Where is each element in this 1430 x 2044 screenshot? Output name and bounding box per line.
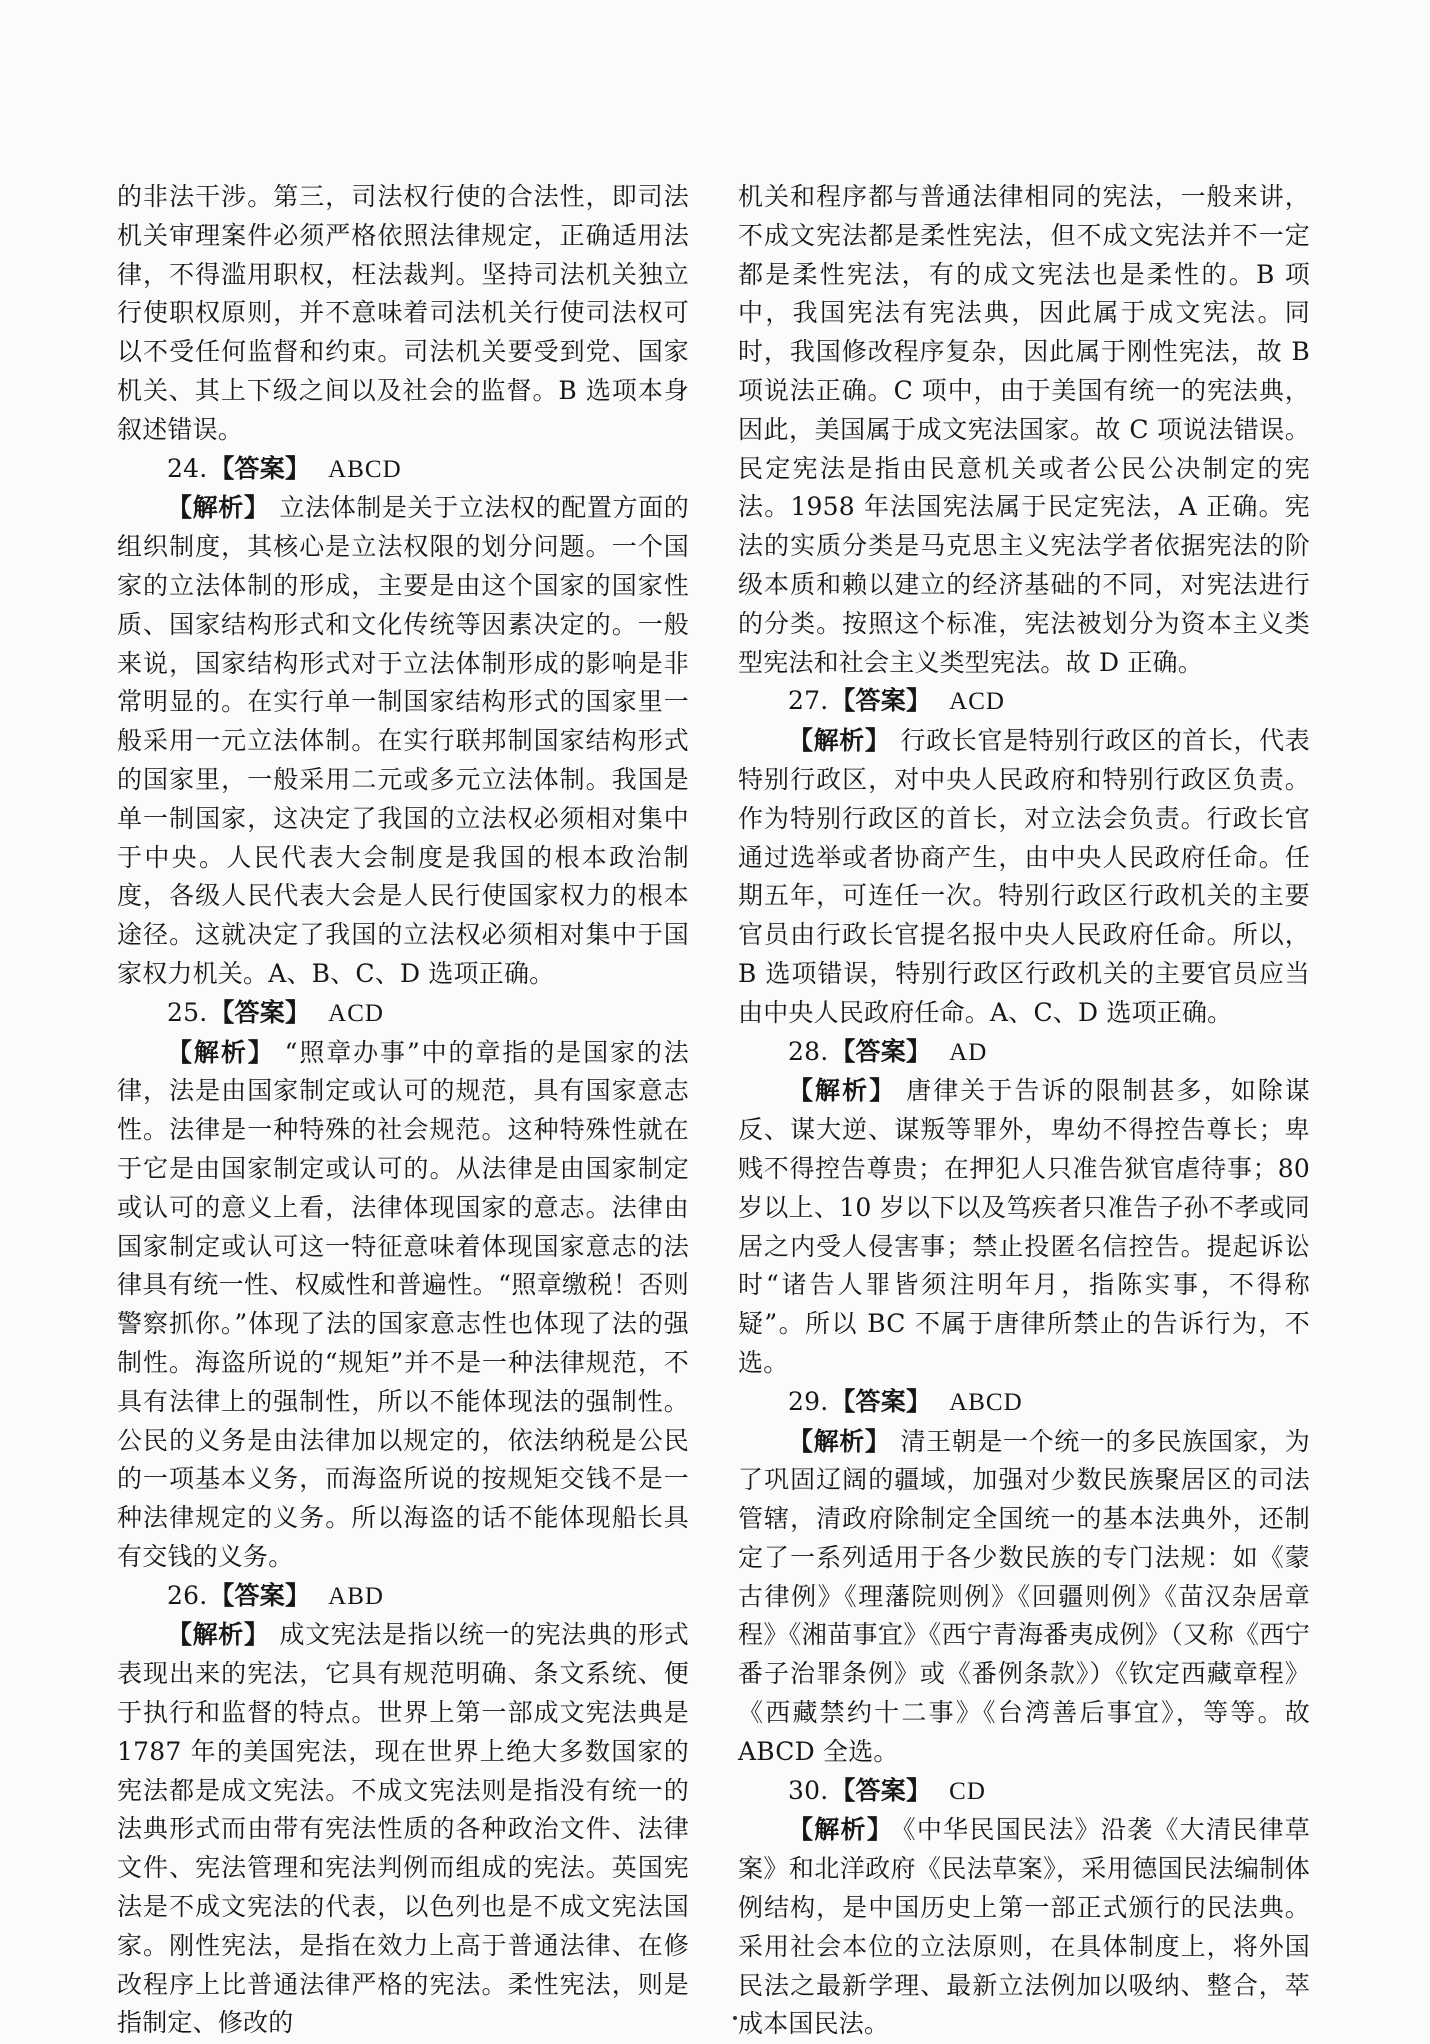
question-number: 25. <box>167 997 208 1027</box>
answer-tag: 【答案】 <box>830 1036 932 1066</box>
right-column <box>738 178 1310 2044</box>
explanation-26 <box>117 1616 689 2043</box>
answer-tag: 【答案】 <box>830 686 932 716</box>
answer-line-28 <box>738 1033 1310 1073</box>
explanation-tag: 【解析】 <box>167 1620 270 1650</box>
explanation-29 <box>738 1423 1310 1772</box>
explanation-tag: 【解析】 <box>788 1426 891 1456</box>
answer-tag: 【答案】 <box>830 1775 932 1805</box>
answer-tag: 【答案】 <box>209 453 311 483</box>
question-number: 29. <box>788 1386 829 1416</box>
answer-line-29 <box>738 1383 1310 1423</box>
explanation-text: 《中华民国民法》沿袭《大清民律草案》和北洋政府《民法草案》，采用德国民法编制体例结构，是中国历史上第一部正式颁行的民法典。采用社会本位的立法原则，在具体制度上，将外国民法之最新学理、最新立法例加以吸纳、整合，萃成本国民法。 <box>738 1815 1310 2039</box>
explanation-tag: 【解析】 <box>167 1037 275 1067</box>
answer-line-30 <box>738 1772 1310 1812</box>
answer-line-24 <box>117 450 689 490</box>
left-column <box>117 178 689 2043</box>
answer-line-27 <box>738 682 1310 722</box>
page-mark-dot <box>733 2016 737 2020</box>
answer-value: ABCD <box>949 1388 1023 1416</box>
answer-value: ABD <box>328 1582 384 1610</box>
explanation-28 <box>738 1072 1310 1382</box>
answer-value: AD <box>949 1038 988 1066</box>
explanation-text: 行政长官是特别行政区的首长，代表特别行政区，对中央人民政府和特别行政区负责。作为特别行政区的首长，对立法会负责。行政长官通过选举或者协商产生，由中央人民政府任命。任期五年，可连任一次。特别行政区行政机关的主要官员由行政长官提名报中央人民政府任命。所以，B 选项错误，特别行政区行政机关的主要官员应当由中央人民政府任命。A、C、D 选项正确。 <box>738 726 1310 1027</box>
explanation-text: 立法体制是关于立法权的配置方面的组织制度，其核心是立法权限的划分问题。一个国家的立法体制的形成，主要是由这个国家的国家性质、国家结构形式和文化传统等因素决定的。一般来说，国家结构形式对于立法体制形成的影响是非常明显的。在实行单一制国家结构形式的国家里一般采用一元立法体制。在实行联邦制国家结构形式的国家里，一般采用二元或多元立法体制。我国是单一制国家，这决定了我国的立法权必须相对集中于中央。人民代表大会制度是我国的根本政治制度，各级人民代表大会是人民行使国家权力的根本途径。这就决定了我国的立法权必须相对集中于国家权力机关。A、B、C、D 选项正确。 <box>117 493 689 988</box>
continuation-paragraph: 机关和程序都与普通法律相同的宪法，一般来讲，不成文宪法都是柔性宪法，但不成文宪法并不一定都是柔性宪法，有的成文宪法也是柔性的。B 项中，我国宪法有宪法典，因此属于成文宪法。同时，我国修改程序复杂，因此属于刚性宪法，故 B 项说法正确。C 项中，由于美国有统一的宪法典，因此，美国属于成文宪法国家。故 C 项说法错误。民定宪法是指由民意机关或者公民公决制定的宪法。1958 年法国宪法属于民定宪法，A 正确。宪法的实质分类是马克思主义宪法学者依据宪法的阶级本质和赖以建立的经济基础的不同，对宪法进行的分类。按照这个标准，宪法被划分为资本主义类型宪法和社会主义类型宪法。故 D 正确。 <box>738 182 1310 677</box>
answer-value: CD <box>949 1777 986 1805</box>
answer-value: ACD <box>328 999 384 1027</box>
answer-tag: 【答案】 <box>209 1580 311 1610</box>
answer-line-26 <box>117 1577 689 1617</box>
explanation-tag: 【解析】 <box>788 1815 894 1845</box>
explanation-27 <box>738 722 1310 1032</box>
question-number: 27. <box>788 686 829 716</box>
question-number: 30. <box>788 1775 829 1805</box>
explanation-text: 清王朝是一个统一的多民族国家，为了巩固辽阔的疆域，加强对少数民族聚居区的司法管辖，清政府除制定全国统一的基本法典外，还制定了一系列适用于各少数民族的专门法规：如《蒙古律例》《理藩院则例》《回疆则例》《苗汉杂居章程》《湘苗事宜》《西宁青海番夷成例》（又称《西宁番子治罪条例》或《番例条款》）《钦定西藏章程》《西藏禁约十二事》《台湾善后事宜》，等等。故 ABCD 全选。 <box>738 1426 1310 1766</box>
explanation-tag: 【解析】 <box>167 493 270 523</box>
question-number: 28. <box>788 1036 829 1066</box>
explanation-text: 唐律关于告诉的限制甚多，如除谋反、谋大逆、谋叛等罪外，卑幼不得控告尊长；卑贱不得控告尊贵；在押犯人只准告狱官虐待事；80 岁以上、10 岁以下以及笃疾者只准告子孙不孝或同居之内受人侵害事；禁止投匿名信控告。提起诉讼时“诸告人罪皆须注明年月，指陈实事，不得称疑”。所以 BC 不属于唐律所禁止的告诉行为，不选。 <box>738 1076 1310 1377</box>
explanation-25 <box>117 1034 689 1577</box>
answer-value: ACD <box>949 688 1005 716</box>
explanation-text: 成文宪法是指以统一的宪法典的形式表现出来的宪法，它具有规范明确、条文系统、便于执行和监督的特点。世界上第一部成文宪法典是 1787 年的美国宪法，现在世界上绝大多数国家的宪法都是成文宪法。不成文宪法则是指没有统一的法典形式而由带有宪法性质的各种政治文件、法律文件、宪法管理和宪法判例而组成的宪法。英国宪法是不成文宪法的代表，以色列也是不成文宪法国家。刚性宪法，是指在效力上高于普通法律、在修改程序上比普通法律严格的宪法。柔性宪法，则是指制定、修改的 <box>117 1620 689 2038</box>
continuation-paragraph: 的非法干涉。第三，司法权行使的合法性，即司法机关审理案件必须严格依照法律规定，正确适用法律，不得滥用职权，枉法裁判。坚持司法机关独立行使职权原则，并不意味着司法机关行使司法权可以不受任何监督和约束。司法机关要受到党、国家机关、其上下级之间以及社会的监督。B 选项本身叙述错误。 <box>117 182 689 444</box>
question-number: 26. <box>167 1580 208 1610</box>
answer-tag: 【答案】 <box>830 1386 932 1416</box>
explanation-30 <box>738 1811 1310 2044</box>
explanation-tag: 【解析】 <box>788 1076 897 1106</box>
explanation-tag: 【解析】 <box>788 726 891 756</box>
answer-tag: 【答案】 <box>209 997 311 1027</box>
question-number: 24. <box>167 453 208 483</box>
explanation-24 <box>117 489 689 993</box>
answer-value: ABCD <box>328 455 402 483</box>
answer-line-25 <box>117 994 689 1034</box>
explanation-text: “照章办事”中的章指的是国家的法律，法是由国家制定或认可的规范，具有国家意志性。法律是一种特殊的社会规范。这种特殊性就在于它是由国家制定或认可的。从法律是由国家制定或认可的意义上看，法律体现国家的意志。法律由国家制定或认可这一特征意味着体现国家意志的法律具有统一性、权威性和普遍性。“照章缴税！否则警察抓你。”体现了法的国家意志性也体现了法的强制性。海盗所说的“规矩”并不是一种法律规范，不具有法律上的强制性，所以不能体现法的强制性。公民的义务是由法律加以规定的，依法纳税是公民的一项基本义务，而海盗所说的按规矩交钱不是一种法律规定的义务。所以海盗的话不能体现船长具有交钱的义务。 <box>117 1037 689 1571</box>
